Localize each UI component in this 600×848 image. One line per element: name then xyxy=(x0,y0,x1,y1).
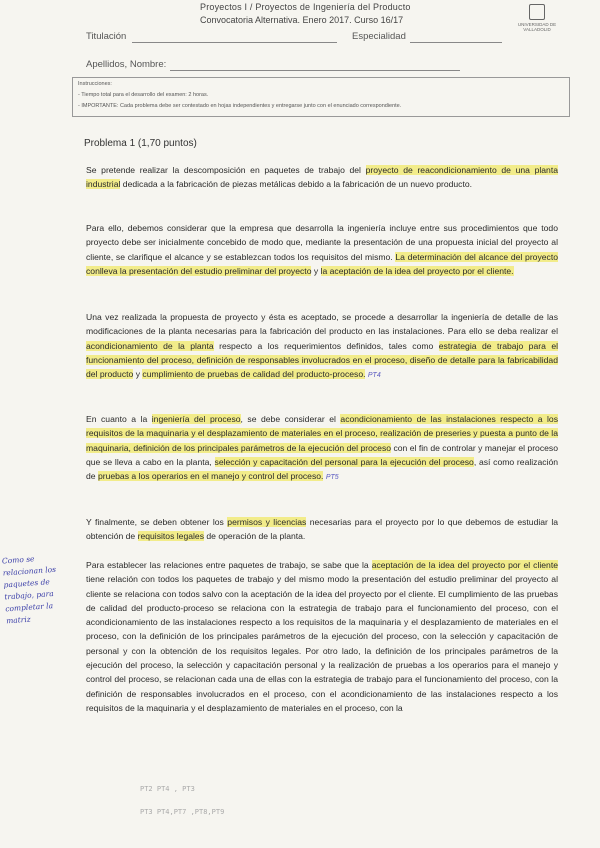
exam-session: Convocatoria Alternativa. Enero 2017. Curso 16/17 xyxy=(200,15,404,25)
highlight: proyecto de reacondicionamiento de una planta industrial xyxy=(86,165,558,190)
highlight: aceptación de la idea del proyecto por el cliente xyxy=(371,560,558,570)
instructions-heading: Instrucciones: xyxy=(78,81,112,87)
highlight: la aceptación de la idea del proyecto por el cliente. xyxy=(320,265,514,276)
highlight: estrategia de trabajo para el funcionamiento del proceso, definición de responsables involucrados en el proceso, diseño de detalle para la fabricabilidad del producto xyxy=(86,340,559,380)
paragraph-5 xyxy=(86,515,558,544)
text-span: Una vez realizada la propuesta de proyecto y ésta es aceptado, se procede a desarrollar la ingeniería de detalle de las modificaciones de la planta necesarias para la fabricación del producto en las instalaciones. Para ello se deba realizar el xyxy=(86,312,558,337)
text-span: , se debe considerar el xyxy=(240,414,341,424)
logo-text: UNIVERSIDAD DE VALLADOLID xyxy=(517,22,557,32)
highlight: La determinación del alcance del proyecto conlleva la presentación del estudio preliminar del proyecto xyxy=(86,251,559,276)
crest-icon xyxy=(529,4,545,20)
highlight: ingeniería del proceso xyxy=(151,414,241,424)
text-span: tiene relación con todos los paquetes de trabajo y del mismo modo la presentación del estudio preliminar del proyecto al cliente se relaciona con todos salvo con la aceptación de la idea del proyecto por el cliente. El cumplimiento de las pruebas de calidad del producto-proceso se relaciona con la estrategia de trabajo para el funcionamiento del proceso, con el acondicionamiento de las instalaciones respecto a los requisitos de la maquinaria y el desplazamiento de materiales en el proceso, con la definición de los principales parámetros de la ejecución del proceso, con la selección y capacitación de personal y con la obtención de los requisitos legales. Por otro lado, la definición de los principales parámetros de la ejecución del proceso, la selección y capacitación personal y la realización de pruebas a los operarios para el manejo y control del proceso, se relacionan cada una de ellas con la estrategia de trabajo para el funcionamiento del proceso, con la definición de responsables involucrados en el proceso, con el acondicionamiento de las instalaciones respecto a los requisitos de la maquinaria y el desplazamiento de materiales en el proceso, con la xyxy=(86,574,558,713)
text-span: respecto a los requerimientos definidos, tales como xyxy=(213,340,439,351)
text-span: En cuanto a la xyxy=(86,414,152,424)
course-title: Proyectos I / Proyectos de Ingeniería del Producto xyxy=(200,2,411,12)
apellidos-label: Apellidos, Nombre: xyxy=(86,59,167,70)
pt5-tag: PT5 xyxy=(325,474,339,482)
paragraph-2 xyxy=(86,221,558,278)
highlight: permisos y licencias xyxy=(227,517,307,527)
text-span: de operación de la planta. xyxy=(204,531,306,542)
text-span: Y finalmente, se deben obtener los xyxy=(86,517,228,527)
text-span: dedicada a la fabricación de piezas metálicas debido a la fabricación de un nuevo producto. xyxy=(120,179,473,190)
titulacion-field[interactable] xyxy=(132,42,337,43)
paragraph-6 xyxy=(86,558,558,715)
apellidos-field[interactable] xyxy=(170,70,460,71)
university-logo xyxy=(516,4,558,40)
highlight: cumplimiento de pruebas de calidad del producto-proceso. xyxy=(142,369,366,380)
highlight: acondicionamiento de la planta xyxy=(86,340,214,351)
text-span: y xyxy=(133,369,143,380)
problem-title: Problema 1 (1,70 puntos) xyxy=(84,138,197,149)
especialidad-field[interactable] xyxy=(410,42,502,43)
highlight: selección y capacitación del personal para la ejecución del proceso xyxy=(214,456,474,467)
text-span: con el fin de controlar y manejar el proceso que se lleva a cabo en la planta, xyxy=(86,442,558,467)
pt4-tag: PT4 xyxy=(367,372,381,380)
paragraph-1 xyxy=(86,163,558,192)
text-span: y xyxy=(311,265,321,276)
highlight: acondicionamiento de las instalaciones respecto a los requisitos de la maquinaria y el desplazamiento de materiales en el proceso, realización de preseries y puesta a punto de la maquinaria, definición de los principales parámetros de la ejecución del proceso xyxy=(86,414,558,453)
paragraph-3 xyxy=(86,310,558,383)
text-span: Para ello, debemos considerar que la empresa que desarrolla la ingeniería incluye entre sus procedimientos que todo proyecto debe ser inicialmente concebido de modo que, mediante la presentación de una propuesta inicial del proyecto al cliente, se clarifique el alcance y se establezcan todos los requisitos del mismo. xyxy=(86,223,558,262)
especialidad-label: Especialidad xyxy=(352,31,406,42)
instructions-important: - IMPORTANTE: Cada problema debe ser contestado en hojas independientes y entregarse junto con el enunciado correspondiente. xyxy=(78,103,402,109)
instructions-time: - Tiempo total para el desarrollo del examen: 2 horas. xyxy=(78,92,209,98)
text-span: , así como realización de xyxy=(86,456,559,482)
titulacion-label: Titulación xyxy=(86,31,127,42)
text-span: Para establecer las relaciones entre paquetes de trabajo, se sabe que la xyxy=(86,560,372,570)
highlight: pruebas a los operarios en el manejo y control del proceso. xyxy=(97,471,324,482)
pencil-note-2: PT3 PT4,PT7 ,PT8,PT9 xyxy=(140,808,225,816)
text-span: necesarias para el proyecto por lo que debemos de estudiar la obtención de xyxy=(86,517,559,542)
highlight: requisitos legales xyxy=(137,531,205,542)
handwritten-margin-note: Como se relacionan los paquetes de trabajo, para completar la matriz xyxy=(1,554,57,626)
text-span: Se pretende realizar la descomposición en paquetes de trabajo del xyxy=(86,165,366,175)
pencil-note-1: PT2 PT4 , PT3 xyxy=(140,785,195,793)
paragraph-4 xyxy=(86,412,558,485)
